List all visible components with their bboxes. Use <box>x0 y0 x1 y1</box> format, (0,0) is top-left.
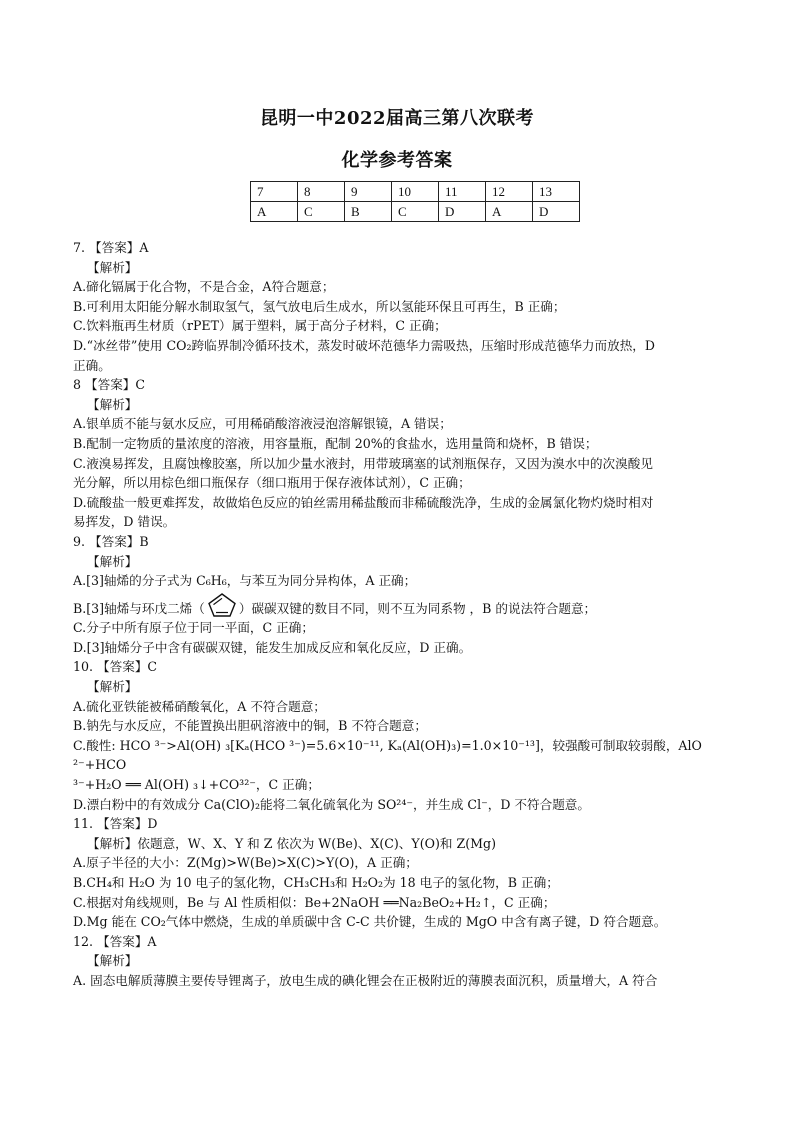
table-cell-answer: D <box>533 202 580 222</box>
q7-option-a: A.碲化镉属于化合物，不是合金，A符合题意； <box>73 279 335 295</box>
table-cell-answer: A <box>486 202 533 222</box>
q9-option-d: D.[3]轴烯分子中含有碳碳双键，能发生加成反应和氧化反应，D 正确。 <box>73 639 472 655</box>
q7-analysis-label: 【解析】 <box>87 259 138 275</box>
q10-option-a: A.硫化亚铁能被稀硝酸氧化，A 不符合题意； <box>73 698 326 714</box>
q11-heading: 11. 【答案】D <box>73 816 158 832</box>
q10-option-b: B.钠先与水反应，不能置换出胆矾溶液中的铜，B 不符合题意； <box>73 718 427 734</box>
cyclopentadiene-structure-icon <box>206 592 238 618</box>
page-title: 昆明一中2022届高三第八次联考 <box>259 108 535 129</box>
q7-option-d: D.“冰丝带”使用 CO₂跨临界制冷循环技术，蒸发时破坏范德华力需吸热，压缩时形成范德华力而放热，D <box>73 337 655 353</box>
q7-option-c: C.饮料瓶再生材质（rPET）属于塑料，属于高分子材料，C 正确； <box>73 318 447 334</box>
q9-heading: 9. 【答案】B <box>73 533 149 549</box>
q9-option-b <box>73 599 723 619</box>
answer-table-number-row <box>251 182 580 202</box>
page-subtitle: 化学参考答案 <box>341 150 453 171</box>
q8-option-d: D.硫酸盐一般更难挥发，故做焰色反应的铂丝需用稀盐酸而非稀硫酸洗净，生成的金属氯化物灼烧时相对 <box>73 494 654 510</box>
answer-table <box>250 181 580 222</box>
table-cell-number: 13 <box>533 182 580 202</box>
q8-option-c: C.液溴易挥发，且腐蚀橡胶塞，所以加少量水液封，用带玻璃塞的试剂瓶保存，又因为溴水中的次溴酸见 <box>73 455 653 471</box>
q11-option-a: A.原子半径的大小：Z(Mg)>W(Be)>X(C)>Y(O)，A 正确； <box>73 855 418 871</box>
q11-analysis-intro: 【解析】依题意，W、X、Y 和 Z 依次为 W(Be)、X(C)、Y(O)和 Z(Mg) <box>87 835 496 851</box>
q10-heading: 10. 【答案】C <box>73 659 158 675</box>
q11-option-b: B.CH₄和 H₂O 为 10 电子的氢化物，CH₃CH₃和 H₂O₂为 18 电子的氢化物，B 正确； <box>73 875 559 890</box>
q9-option-b-pre: B.[3]轴烯与环戊二烯（ <box>73 600 205 616</box>
q7-option-d-cont: 正确。 <box>73 357 111 373</box>
answer-content <box>73 238 723 991</box>
table-cell-number: 10 <box>392 182 439 202</box>
q12-option-a: A. 固态电解质薄膜主要传导锂离子，放电生成的碘化锂会在正极附近的薄膜表面沉积，质量增大，A 符合 <box>73 972 658 988</box>
q8-option-b: B.配制一定物质的量浓度的溶液，用容量瓶，配制 20%的食盐水，选用量筒和烧杯，B 错误； <box>73 435 598 451</box>
table-cell-number: 11 <box>439 182 486 202</box>
q10-option-d: D.漂白粉中的有效成分 Ca(ClO)₂能将二氧化硫氧化为 SO²⁴⁻，并生成 Cl⁻，D 不符合题意。 <box>73 796 590 812</box>
q9-option-b-post: ）碳碳双键的数目不同，则不互为同系物 ，B 的说法符合题意； <box>238 600 597 616</box>
table-cell-number: 12 <box>486 182 533 202</box>
q11-option-d: D.Mg 能在 CO₂气体中燃烧，生成的单质碳中含 C-C 共价键，生成的 MgO 中含有离子键，D 符合题意。 <box>73 914 667 930</box>
q7-option-b: B.可利用太阳能分解水制取氢气，氢气放电后生成水，所以氢能环保且可再生，B 正确； <box>73 298 566 314</box>
q12-analysis-label: 【解析】 <box>87 953 138 969</box>
table-cell-answer: A <box>251 202 298 222</box>
q9-option-c: C.分子中所有原子位于同一平面，C 正确； <box>73 620 314 636</box>
answer-table-answer-row <box>251 202 580 222</box>
q7-heading: 7. 【答案】A <box>73 240 149 255</box>
table-cell-answer: B <box>345 202 392 222</box>
q8-heading: 8 【答案】C <box>73 377 146 393</box>
q12-heading: 12. 【答案】A <box>73 933 157 949</box>
table-cell-answer: D <box>439 202 486 222</box>
q9-analysis-label: 【解析】 <box>87 553 138 569</box>
table-cell-answer: C <box>392 202 439 222</box>
q8-option-a: A.银单质不能与氨水反应，可用稀硝酸溶液浸泡溶解银镜，A 错误； <box>73 416 452 432</box>
table-cell-answer: C <box>298 202 345 222</box>
q10-analysis-label: 【解析】 <box>87 679 138 695</box>
q8-option-d-cont: 易挥发，D 错误。 <box>73 514 176 530</box>
q11-option-c: C.根据对角线规则，Be 与 Al 性质相似：Be+2NaOH ══Na₂BeO₂+H₂↑，C 正确； <box>73 894 556 910</box>
q9-option-a: A.[3]轴烯的分子式为 C₆H₆，与苯互为同分异构体，A 正确； <box>73 573 417 589</box>
q10-option-c: C.酸性: HCO ³⁻>Al(OH) ₃[Kₐ(HCO ³⁻)=5.6×10⁻¹¹, Kₐ(Al(OH)₃)=1.0×10⁻¹³]，较强酸可制取较弱酸，AlO ²⁻+HCO <box>73 737 702 773</box>
q8-option-c-cont: 光分解，所以用棕色细口瓶保存（细口瓶用于保存液体试剂），C 正确； <box>73 475 471 491</box>
q10-option-c-cont: ³⁻+H₂O ══ Al(OH) ₃↓+CO³²⁻，C 正确； <box>73 777 320 793</box>
table-cell-number: 9 <box>345 182 392 202</box>
q8-analysis-label: 【解析】 <box>87 396 138 412</box>
table-cell-number: 8 <box>298 182 345 202</box>
table-cell-number: 7 <box>251 182 298 202</box>
